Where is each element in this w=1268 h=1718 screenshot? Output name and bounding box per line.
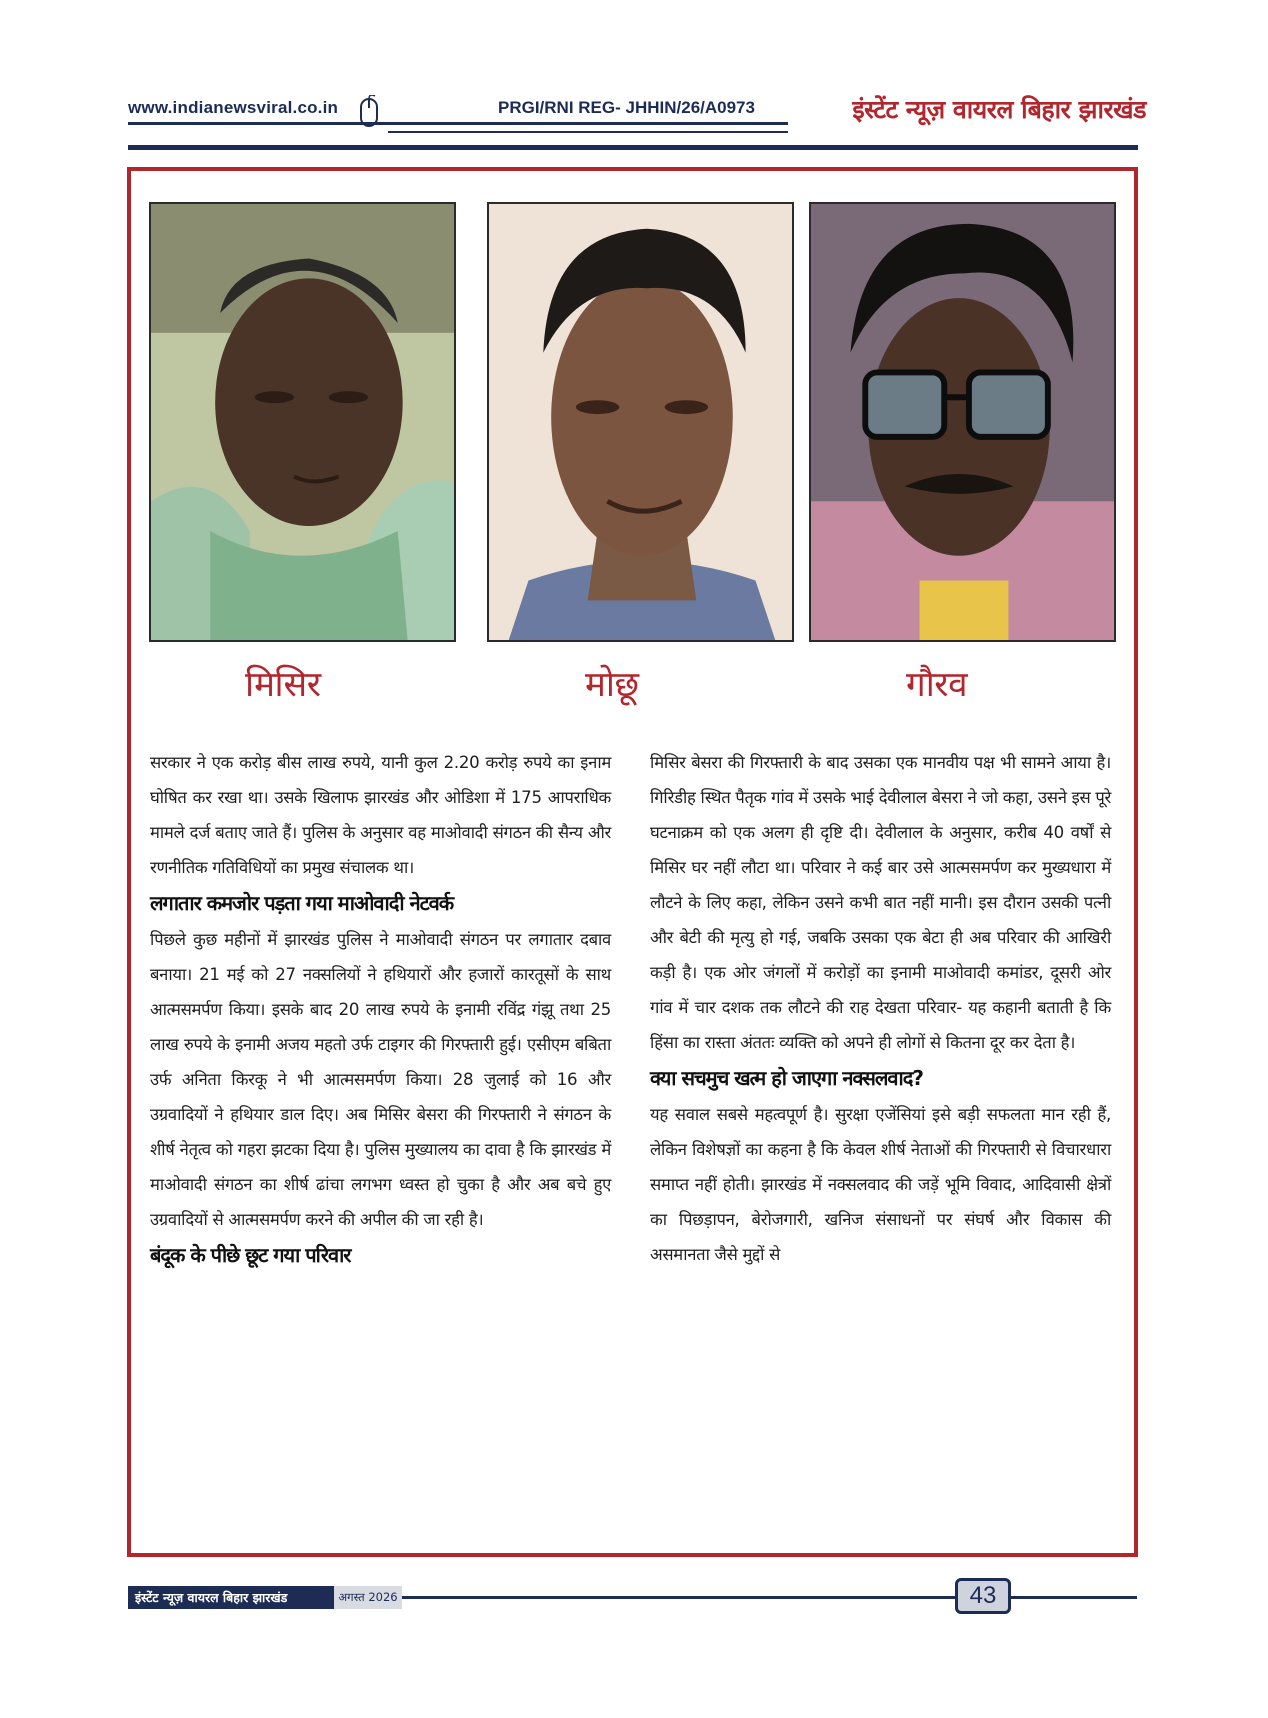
section-heading: बंदूक के पीछे छूट गया परिवार — [150, 1243, 351, 1267]
publication-title: इंस्टेंट न्यूज़ वायरल बिहार झारखंड — [852, 95, 1146, 124]
photo-mochhu — [487, 202, 794, 642]
footer-date: अगस्त 2026 — [334, 1586, 402, 1609]
photo-caption: गौरव — [906, 665, 968, 705]
header-rule — [388, 131, 788, 133]
page-number: 43 — [955, 1578, 1011, 1614]
header-rule — [128, 145, 1138, 150]
header-rule — [128, 122, 788, 125]
section-heading: लगातार कमजोर पड़ता गया माओवादी नेटवर्क — [150, 891, 454, 915]
article-column-left — [150, 745, 611, 1274]
paragraph: पिछले कुछ महीनों में झारखंड पुलिस ने माओवादी संगठन पर लगातार दबाव बनाया। 21 मई को 27 नक्सलियों ने हथियारों और हजारों कारतूसों के साथ आत्मसमर्पण किया। इसके बाद 20 लाख रुपये के इनामी रविंद्र गंझू तथा 25 लाख रुपये के इनामी अजय महतो उर्फ टाइगर की गिरफ्तारी हुई। एसीएम बबिता उर्फ अनिता किरकू ने भी आत्मसमर्पण किया। 28 जुलाई को 16 और उग्रवादियों ने हथियार डाल दिए। अब मिसिर बेसरा की गिरफ्तारी ने संगठन के शीर्ष नेतृत्व को गहरा झटका दिया है। पुलिस मुख्यालय का दावा है कि झारखंड में माओवादी संगठन का शीर्ष ढांचा लगभग ध्वस्त हो चुका है और अब बचे हुए उग्रवादियों से आत्मसमर्पण करने की अपील की जा रही है। — [150, 930, 611, 1229]
paragraph: सरकार ने एक करोड़ बीस लाख रुपये, यानी कुल 2.20 करोड़ रुपये का इनाम घोषित कर रखा था। उसके खिलाफ झारखंड और ओडिशा में 175 आपराधिक मामले दर्ज बताए जाते हैं। पुलिस के अनुसार वह माओवादी संगठन की सैन्य और रणनीतिक गतिविधियों का प्रमुख संचालक था। — [150, 753, 611, 877]
photo-gaurav — [809, 202, 1116, 642]
article-column-right — [650, 745, 1111, 1272]
footer-publication: इंस्टेंट न्यूज़ वायरल बिहार झारखंड — [128, 1586, 400, 1609]
registration-number: PRGI/RNI REG- JHHIN/26/A0973 — [498, 98, 755, 117]
paragraph: यह सवाल सबसे महत्वपूर्ण है। सुरक्षा एजेंसियां इसे बड़ी सफलता मान रही हैं, लेकिन विशेषज्ञों का कहना है कि केवल शीर्ष नेताओं की गिरफ्तारी से विचारधारा समाप्त नहीं होती। झारखंड में नक्सलवाद की जड़ें भूमि विवाद, आदिवासी क्षेत्रों का पिछड़ापन, बेरोजगारी, खनिज संसाधनों पर संघर्ष और विकास की असमानता जैसे मुद्दों से — [650, 1105, 1111, 1264]
footer-rule — [402, 1596, 1137, 1599]
photo-caption: मोछू — [585, 665, 639, 705]
section-heading: क्या सचमुच खत्म हो जाएगा नक्सलवाद? — [650, 1066, 923, 1090]
website-url[interactable]: www.indianewsviral.co.in — [128, 98, 339, 117]
photo-caption: मिसिर — [245, 665, 321, 705]
paragraph: मिसिर बेसरा की गिरफ्तारी के बाद उसका एक मानवीय पक्ष भी सामने आया है। गिरिडीह स्थित पैतृक गांव में उसके भाई देवीलाल बेसरा ने जो कहा, उसने इस पूरे घटनाक्रम को एक अलग ही दृष्टि दी। देवीलाल के अनुसार, करीब 40 वर्षों से मिसिर घर नहीं लौटा था। परिवार ने कई बार उसे आत्मसमर्पण कर मुख्यधारा में लौटने के लिए कहा, लेकिन उसने कभी बात नहीं मानी। इस दौरान उसकी पत्नी और बेटी की मृत्यु हो गई, जबकि उसका एक बेटा ही अब परिवार की आखिरी कड़ी है। एक ओर जंगलों में करोड़ों का इनामी माओवादी कमांडर, दूसरी ओर गांव में चार दशक तक लौटने की राह देखता परिवार- यह कहानी बताती है कि हिंसा का रास्ता अंततः व्यक्ति को अपने ही लोगों से कितना दूर कर देता है। — [650, 753, 1111, 1052]
photo-misir — [149, 202, 456, 642]
